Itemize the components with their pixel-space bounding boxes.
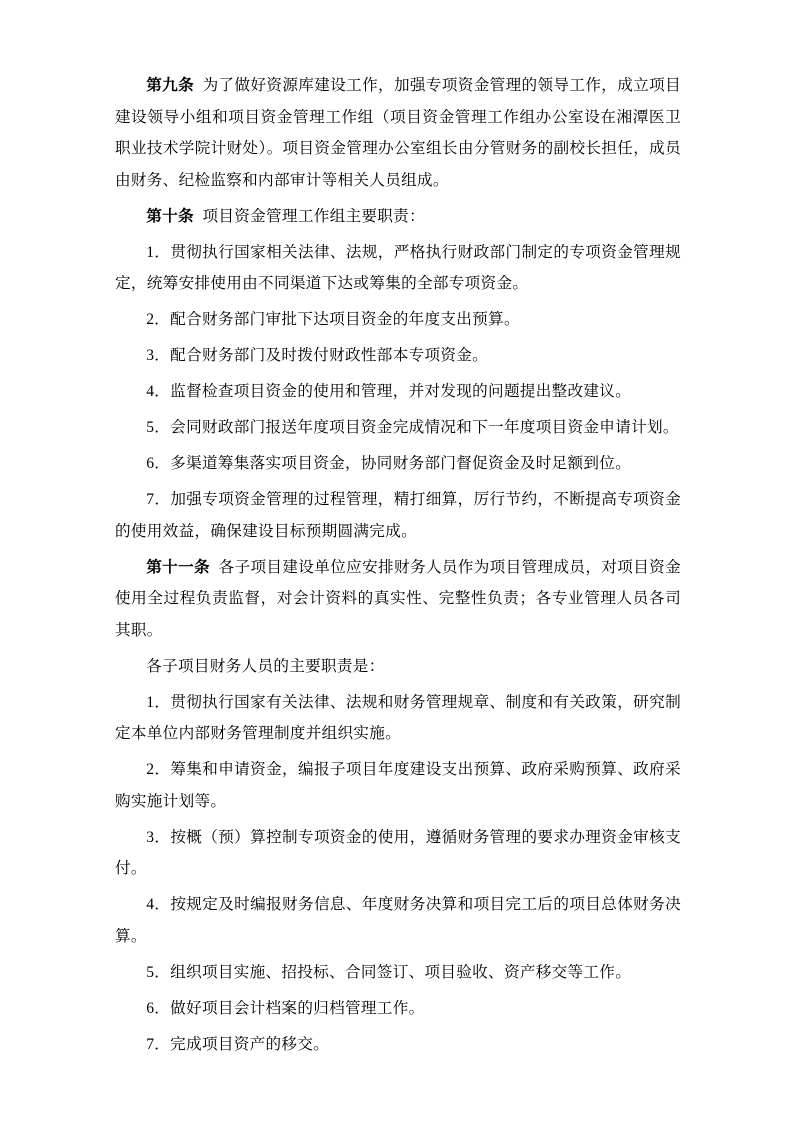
numbered-item-paragraph xyxy=(115,754,681,817)
numbered-item-paragraph xyxy=(115,484,681,547)
numbered-item-paragraph xyxy=(115,687,681,750)
numbered-item-paragraph xyxy=(115,957,681,989)
numbered-item-paragraph xyxy=(115,376,681,408)
numbered-item-paragraph xyxy=(115,340,681,372)
clause-heading: 第十条 xyxy=(146,207,194,225)
numbered-item-paragraph xyxy=(115,412,681,444)
paragraph-text: 2．配合财务部门审批下达项目资金的年度支出预算。 xyxy=(146,311,520,328)
paragraph-text: 各子项目财务人员的主要职责是： xyxy=(146,657,385,675)
paragraph-text: 5．会同财政部门报送年度项目资金完成情况和下一年度项目资金申请计划。 xyxy=(146,419,679,436)
clause-paragraph xyxy=(115,552,681,647)
paragraph-text: 6．多渠道筹集落实项目资金，协同财务部门督促资金及时足额到位。 xyxy=(146,455,632,472)
numbered-item-paragraph xyxy=(115,889,681,952)
paragraph-text: 4．按规定及时编报财务信息、年度财务决算和项目完工后的项目总体财务决算。 xyxy=(115,896,681,945)
clause-heading: 第十一条 xyxy=(146,558,210,576)
numbered-item-paragraph xyxy=(115,448,681,480)
numbered-item-paragraph xyxy=(115,993,681,1025)
numbered-item-paragraph xyxy=(115,237,681,300)
paragraph-text: 6．做好项目会计档案的归档管理工作。 xyxy=(146,999,425,1017)
paragraph-text: 3．配合财务部门及时拨付财政性部本专项资金。 xyxy=(146,347,489,364)
clause-paragraph xyxy=(115,201,681,233)
paragraph-text: 1．贯彻执行国家相关法律、法规，严格执行财政部门制定的专项资金管理规定，统筹安排使用由不同渠道下达或筹集的全部专项资金。 xyxy=(115,243,681,292)
paragraph-text: 为了做好资源库建设工作，加强专项资金管理的领导工作，成立项目建设领导小组和项目资金管理工作组（项目资金管理工作组办公室设在湘潭医卫职业技术学院计财处）。项目资金管理办公室组长由分管财务的副校长担任，成员由财务、纪检监察和内部审计等相关人员组成。 xyxy=(115,77,681,189)
numbered-item-paragraph xyxy=(115,1029,681,1061)
paragraph-text: 7．加强专项资金管理的过程管理，精打细算，厉行节约，不断提高专项资金的使用效益，确保建设目标预期圆满完成。 xyxy=(115,491,681,540)
paragraph-text: 7．完成项目资产的移交。 xyxy=(146,1035,330,1053)
paragraph-text: 各子项目建设单位应安排财务人员作为项目管理成员，对项目资金使用全过程负责监督，对会计资料的真实性、完整性负责；各专业管理人员各司其职。 xyxy=(115,558,681,639)
paragraph-text: 5．组织项目实施、招投标、合同签订、项目验收、资产移交等工作。 xyxy=(146,963,632,981)
paragraph-text: 4．监督检查项目资金的使用和管理，并对发现的问题提出整改建议。 xyxy=(146,383,632,400)
clause-heading: 第九条 xyxy=(146,77,195,94)
body-paragraph xyxy=(115,651,681,683)
document-body xyxy=(115,70,681,1060)
paragraph-text: 2．筹集和申请资金，编报子项目年度建设支出预算、政府采购预算、政府采购实施计划等。 xyxy=(115,761,681,810)
numbered-item-paragraph xyxy=(115,822,681,885)
paragraph-text: 项目资金管理工作组主要职责： xyxy=(202,207,425,225)
clause-paragraph xyxy=(115,70,681,196)
paragraph-text: 1．贯彻执行国家有关法律、法规和财务管理规章、制度和有关政策，研究制定本单位内部财务管理制度并组织实施。 xyxy=(115,693,681,742)
numbered-item-paragraph xyxy=(115,304,681,336)
paragraph-text: 3．按概（预）算控制专项资金的使用，遵循财务管理的要求办理资金审核支付。 xyxy=(115,828,681,877)
